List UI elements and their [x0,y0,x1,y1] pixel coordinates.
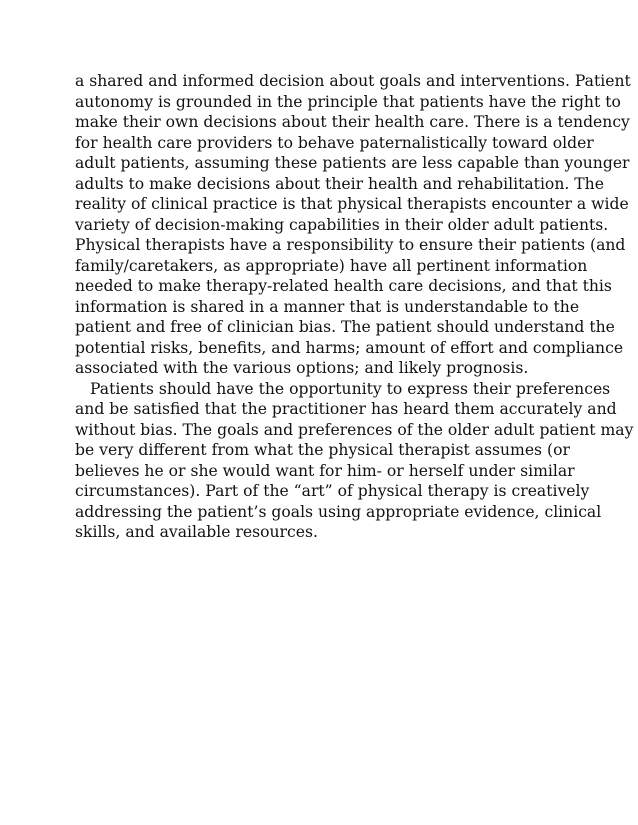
text-line: for health care providers to behave paternalistically toward older [75,133,594,152]
text-line: needed to make therapy-related health care decisions, and that this [75,277,612,295]
text-line: make their own decisions about their health care. There is a tendency [75,113,630,131]
text-line: a shared and informed decision about goals and interventions. Patient [75,72,631,90]
text-line: adult patients, assuming these patients are less capable than younger [75,154,630,172]
text-line: information is shared in a manner that is understandable to the [75,297,580,316]
paragraph-start-line: Patients should have the opportunity to express their preferences [90,379,611,398]
text-line: reality of clinical practice is that physical therapists encounter a wide [75,195,629,213]
text-line: patient and free of clinician bias. The patient should understand the [75,318,615,336]
text-line: autonomy is grounded in the principle that patients have the right to [75,92,621,111]
text-line: family/caretakers, as appropriate) have all pertinent information [75,256,588,275]
text-line: associated with the various options; and likely prognosis. [75,359,529,377]
text-line: addressing the patient’s goals using appropriate evidence, clinical [75,502,602,521]
text-line: circumstances). Part of the “art” of physical therapy is creatively [75,482,590,500]
text-line: believes he or she would want for him- or herself under similar [75,461,575,480]
text-line: adults to make decisions about their health and rehabilitation. The [75,174,604,193]
body-text [75,71,634,543]
text-line: Physical therapists have a responsibility to ensure their patients (and [75,236,626,254]
text-line: skills, and available resources. [75,523,318,541]
text-line: without bias. The goals and preferences of the older adult patient may [75,420,634,439]
text-line: be very different from what the physical therapist assumes (or [75,441,570,459]
text-line: potential risks, benefits, and harms; amount of effort and compliance [75,338,624,357]
text-line: and be satisfied that the practitioner has heard them accurately and [75,400,617,418]
text-line: variety of decision-making capabilities in their older adult patients. [75,215,609,234]
